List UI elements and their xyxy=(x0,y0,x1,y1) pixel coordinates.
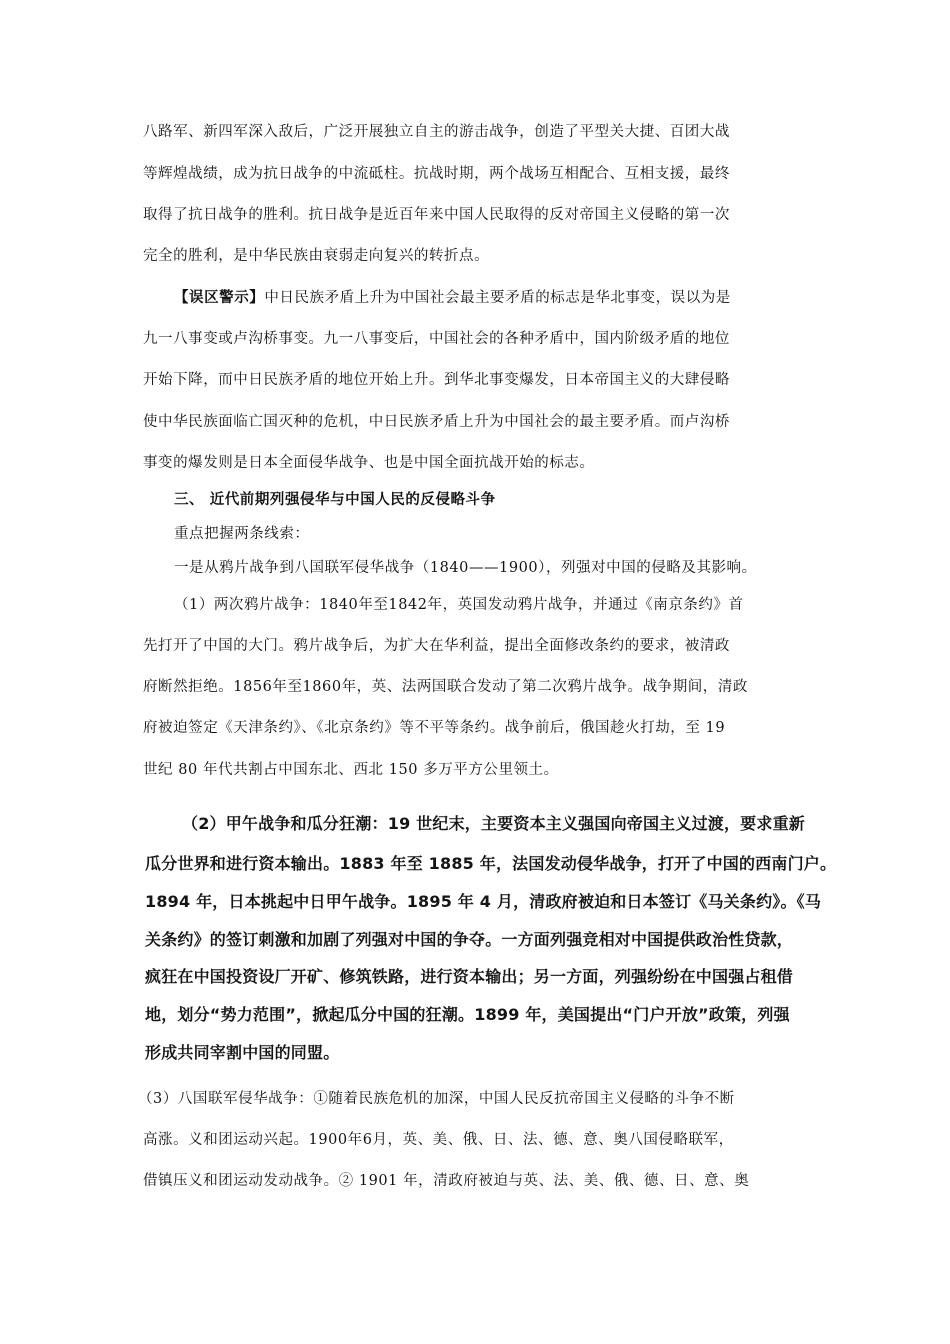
text-line: 形成共同宰割中国的同盟。 xyxy=(145,1043,340,1062)
section-heading: 三、 近代前期列强侵华与中国人民的反侵略斗争 xyxy=(174,491,496,508)
text-line: 使中华民族面临亡国灭种的危机，中日民族矛盾上升为中国社会的最主要矛盾。而卢沟桥 xyxy=(143,414,730,430)
text-line: 高涨。义和团运动兴起。1900年6月，英、美、俄、日、法、德、意、奥八国侵略联军， xyxy=(143,1132,734,1148)
text-line: 事变的爆发则是日本全面侵华战争、也是中国全面抗战开始的标志。 xyxy=(143,455,595,471)
text-line: 疯狂在中国投资设厂开矿、修筑铁路，进行资本输出；另一方面，列强纷纷在中国强占租借 xyxy=(145,967,794,986)
text-line: 世纪 80 年代共割占中国东北、西北 150 多万平方公里领土。 xyxy=(143,762,559,778)
text-line: 取得了抗日战争的胜利。抗日战争是近百年来中国人民取得的反对帝国主义侵略的第一次 xyxy=(143,207,730,223)
text-line: （1）两次鸦片战争：1840年至1842年，英国发动鸦片战争，并通过《南京条约》首 xyxy=(174,597,744,613)
text-line: 府断然拒绝。1856年至1860年，英、法两国联合发动了第二次鸦片战争。战争期间，清政 xyxy=(143,679,748,695)
warning-text: 中日民族矛盾上升为中国社会最主要矛盾的标志是华北事变，误以为是 xyxy=(264,290,731,306)
text-line: 府被迫签定《天津条约》、《北京条约》等不平等条约。战争前后，俄国趁火打劫，至 19 xyxy=(143,720,726,736)
key-points-intro: 重点把握两条线索： xyxy=(174,526,310,542)
text-line: 借镇压义和团运动发动战争。② 1901 年，清政府被迫与英、法、美、俄、德、日、意、奥 xyxy=(143,1173,750,1189)
text-line: 先打开了中国的大门。鸦片战争后，为扩大在华利益，提出全面修改条约的要求，被清政 xyxy=(143,638,730,654)
text-line: 开始下降，而中日民族矛盾的地位开始上升。到华北事变爆发，日本帝国主义的大肆侵略 xyxy=(143,372,730,388)
text-line: 1894 年，日本挑起中日甲午战争。1895 年 4 月，清政府被迫和日本签订《马关条约》。《马 xyxy=(145,892,822,911)
text-line: 八路军、新四军深入敌后，广泛开展独立自主的游击战争，创造了平型关大捷、百团大战 xyxy=(143,124,730,140)
text-line xyxy=(174,288,731,308)
text-line: （2）甲午战争和瓜分狂潮：19 世纪末，主要资本主义强国向帝国主义过渡，要求重新 xyxy=(182,814,805,833)
text-line: 地，划分“势力范围”，掀起瓜分中国的狂潮。1899 年，美国提出“门户开放”政策，列强 xyxy=(145,1005,790,1024)
text-line: 瓜分世界和进行资本输出。1883 年至 1885 年，法国发动侵华战争，打开了中国的西南门户。 xyxy=(145,854,837,873)
text-line: 关条约》的签订刺激和加剧了列强对中国的争夺。一方面列强竞相对中国提供政治性贷款， xyxy=(145,930,794,949)
text-line: 九一八事变或卢沟桥事变。九一八事变后，中国社会的各种矛盾中，国内阶级矛盾的地位 xyxy=(143,331,730,347)
text-line: 等辉煌战绩，成为抗日战争的中流砥柱。抗战时期，两个战场互相配合、互相支援，最终 xyxy=(143,166,730,182)
text-line: （3）八国联军侵华战争：①随着民族危机的加深，中国人民反抗帝国主义侵略的斗争不断 xyxy=(138,1091,735,1107)
text-line: 完全的胜利，是中华民族由衰弱走向复兴的转折点。 xyxy=(143,248,490,264)
thread-one: 一是从鸦片战争到八国联军侵华战争（1840——1900），列强对中国的侵略及其影响。 xyxy=(174,560,757,576)
warning-label: 【误区警示】 xyxy=(174,289,265,306)
